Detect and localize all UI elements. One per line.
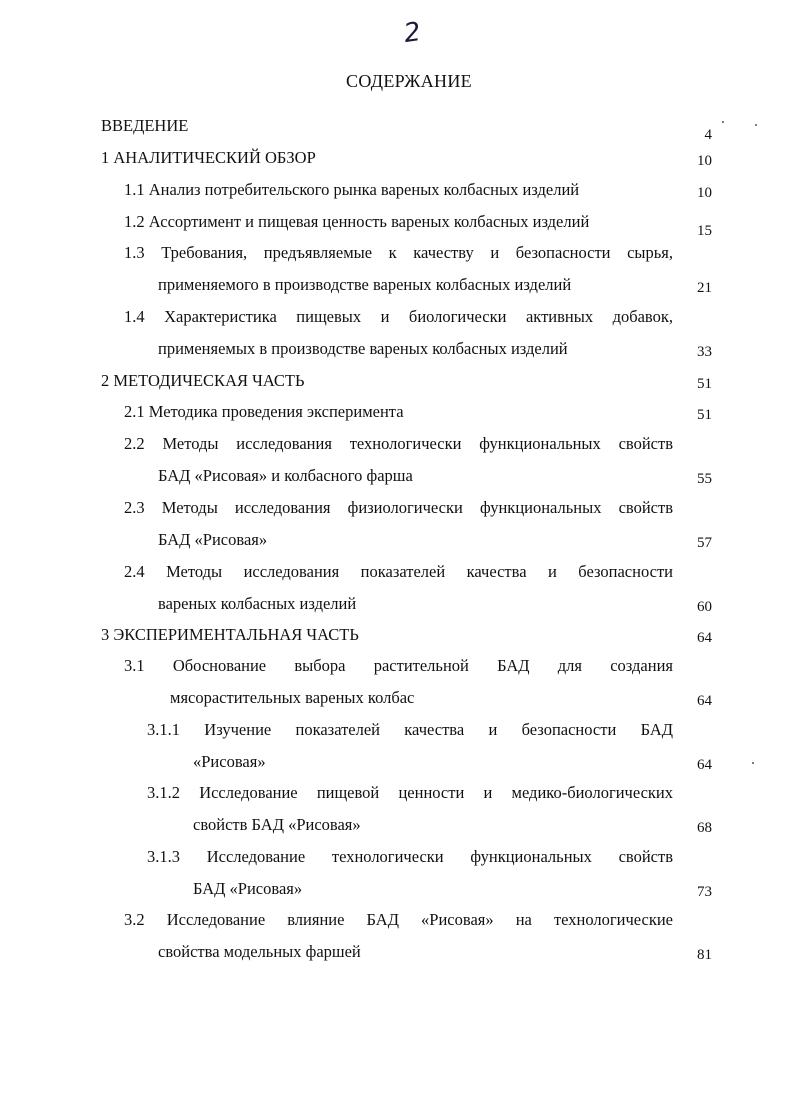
toc-page-number: 10 bbox=[697, 153, 712, 169]
toc-entry-title-continuation: вареных колбасных изделий bbox=[158, 593, 357, 613]
handwritten-page-number: 2 bbox=[401, 16, 423, 50]
toc-page-number: 33 bbox=[697, 343, 712, 360]
toc-entry-title-continuation: БАД «Рисовая» bbox=[158, 529, 268, 549]
toc-page-number: 51 bbox=[697, 376, 712, 392]
toc-entry-title: 1 АНАЛИТИЧЕСКИЙ ОБЗОР bbox=[101, 148, 316, 167]
toc-entry-title: 2 МЕТОДИЧЕСКАЯ ЧАСТЬ bbox=[101, 371, 305, 390]
toc-entry-title: ВВЕДЕНИЕ bbox=[101, 116, 189, 135]
toc-entry-title: 2.1 Методика проведения эксперимента bbox=[124, 402, 404, 421]
toc-page-number: 64 bbox=[697, 630, 712, 646]
toc-entry-title: 1.3 Требования, предъявляемые к качеству и безопасности сырья, bbox=[124, 243, 673, 262]
toc-entry-title-continuation: «Рисовая» bbox=[193, 751, 266, 771]
toc-page-number: 15 bbox=[697, 223, 712, 239]
toc-entry-title: 3.2 Исследование влияние БАД «Рисовая» на технологические bbox=[124, 910, 673, 929]
page-title: СОДЕРЖАНИЕ bbox=[346, 71, 472, 91]
scan-speck bbox=[755, 124, 757, 126]
scan-speck bbox=[722, 121, 724, 123]
toc-page-number: 81 bbox=[697, 946, 712, 963]
toc-page-number: 68 bbox=[697, 819, 712, 836]
toc-entry-title: 2.2 Методы исследования технологически функциональных свойств bbox=[124, 434, 673, 453]
toc-entry-title-continuation: мясорастительных вареных колбас bbox=[170, 687, 415, 707]
toc-page-number: 4 bbox=[704, 127, 712, 143]
toc-entry-title: 1.4 Характеристика пищевых и биологически активных добавок, bbox=[124, 307, 673, 326]
toc-entry-title: 2.4 Методы исследования показателей качества и безопасности bbox=[124, 562, 673, 581]
toc-entry-title-continuation: применяемых в производстве вареных колбасных изделий bbox=[158, 338, 568, 358]
toc-entry-title-continuation: свойства модельных фаршей bbox=[158, 941, 361, 961]
toc-entry-title: 1.2 Ассортимент и пищевая ценность вареных колбасных изделий bbox=[124, 212, 590, 231]
toc-entry-title-continuation: применяемого в производстве вареных колбасных изделий bbox=[158, 274, 572, 294]
toc-entry-title-continuation: БАД «Рисовая» и колбасного фарша bbox=[158, 465, 413, 485]
toc-entry-title: 3.1.1 Изучение показателей качества и безопасности БАД bbox=[147, 720, 673, 739]
scan-speck bbox=[752, 762, 754, 764]
toc-page-number: 73 bbox=[697, 883, 712, 900]
toc-entry-title: 3.1.2 Исследование пищевой ценности и медико-биологических bbox=[147, 783, 673, 802]
toc-page-number: 64 bbox=[697, 692, 712, 709]
toc-entry-title: 2.3 Методы исследования физиологически функциональных свойств bbox=[124, 498, 673, 517]
toc-page-number: 10 bbox=[697, 185, 712, 201]
toc-page-number: 55 bbox=[697, 470, 712, 487]
toc-page-number: 60 bbox=[697, 598, 712, 615]
toc-page-number: 64 bbox=[697, 756, 712, 773]
toc-page-number: 57 bbox=[697, 534, 712, 551]
toc-entry-title: 3.1 Обоснование выбора растительной БАД для создания bbox=[124, 656, 673, 675]
toc-page-number: 51 bbox=[697, 407, 712, 423]
toc-page-number: 21 bbox=[697, 279, 712, 296]
toc-entry-title: 3.1.3 Исследование технологически функциональных свойств bbox=[147, 847, 673, 866]
toc-entry-title-continuation: БАД «Рисовая» bbox=[193, 878, 303, 898]
toc-entry-title-continuation: свойств БАД «Рисовая» bbox=[193, 814, 361, 834]
toc-entry-title: 3 ЭКСПЕРИМЕНТАЛЬНАЯ ЧАСТЬ bbox=[101, 625, 359, 644]
toc-entry-title: 1.1 Анализ потребительского рынка вареных колбасных изделий bbox=[124, 180, 580, 199]
